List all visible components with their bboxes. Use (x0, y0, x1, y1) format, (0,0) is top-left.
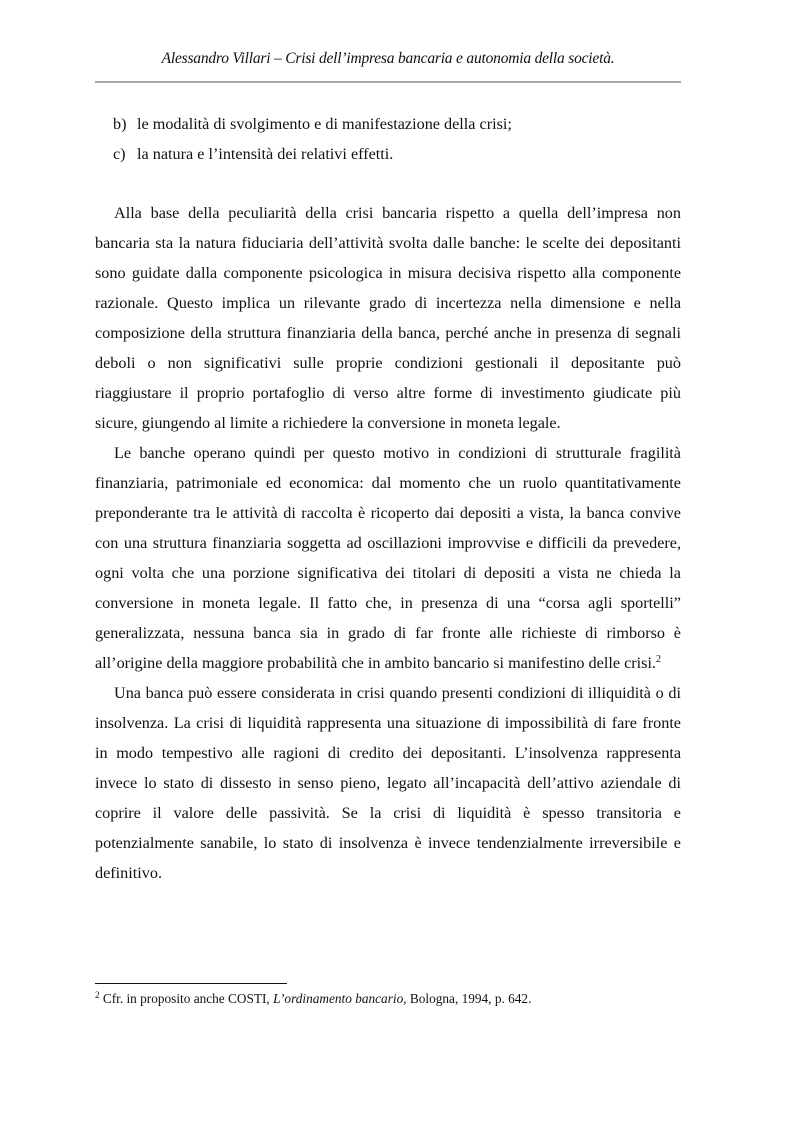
list-item-text: la natura e l’intensità dei relativi effetti. (137, 145, 394, 163)
criteria-list (95, 109, 681, 169)
footnote-number: 2 (95, 990, 100, 1000)
header-divider (95, 81, 681, 83)
list-item (95, 109, 681, 139)
paragraph: Una banca può essere considerata in crisi quando presenti condizioni di illiquidità o di insolvenza. La crisi di liquidità rappresenta una situazione di impossibilità di fare fronte in modo tempestivo alle ragioni di credito dei depositanti. L’insolvenza rappresenta invece lo stato di dissesto in senso pieno, legato all’incapacità dell’attivo aziendale di coprire il valore delle passività. Se la crisi di liquidità è spesso transitoria e potenzialmente sanabile, lo stato di insolvenza è invece tendenzialmente irreversibile e definitivo. (95, 684, 681, 882)
running-header: Alessandro Villari – Crisi dell’impresa bancaria e autonomia della società. (161, 50, 615, 67)
footnote-divider (95, 983, 287, 984)
footnote (95, 989, 681, 1009)
footnote-text-after: , Bologna, 1994, p. 642. (403, 991, 532, 1006)
list-marker: c) (113, 145, 126, 163)
paragraph-text: Le banche operano quindi per questo motivo in condizioni di strutturale fragilità finanziaria, patrimoniale ed economica: dal momento che un ruolo quantitativamente preponderante tra le attività di raccolta è ricoperto dai depositi a vista, la banca convive con una struttura finanziaria soggetta ad oscillazioni improvvise e difficili da prevedere, ogni volta che una porzione significativa dei titolari di depositi a vista ne chieda la conversione in moneta legale. Il fatto che, in presenza di una “corsa agli sportelli” generalizzata, nessuna banca sia in grado di far fronte alle richieste di rimborso è all’origine della maggiore probabilità che in ambito bancario si manifestino delle crisi. (95, 444, 681, 672)
list-item-text: le modalità di svolgimento e di manifestazione della crisi; (137, 115, 512, 133)
list-item (95, 139, 681, 169)
list-marker: b) (113, 115, 127, 133)
body-text (95, 198, 681, 888)
paragraph (95, 438, 681, 678)
footnote-reference[interactable]: 2 (655, 654, 661, 665)
footnote-text-before: Cfr. in proposito anche COSTI, (102, 991, 274, 1006)
paragraph: Alla base della peculiarità della crisi bancaria rispetto a quella dell’impresa non bancaria sta la natura fiduciaria dell’attività svolta dalle banche: le scelte dei depositanti sono guidate dalla componente psicologica in misura decisiva rispetto alla componente razionale. Questo implica un rilevante grado di incertezza nella dimensione e nella composizione della struttura finanziaria della banca, perché anche in presenza di segnali deboli o non significativi sulle proprie condizioni gestionali il depositante può riaggiustare il proprio portafoglio di verso altre forme di investimento giudicate più sicure, giungendo al limite a richiedere la conversione in moneta legale. (95, 204, 681, 432)
footnote-cited-title: L’ordinamento bancario (273, 991, 404, 1006)
